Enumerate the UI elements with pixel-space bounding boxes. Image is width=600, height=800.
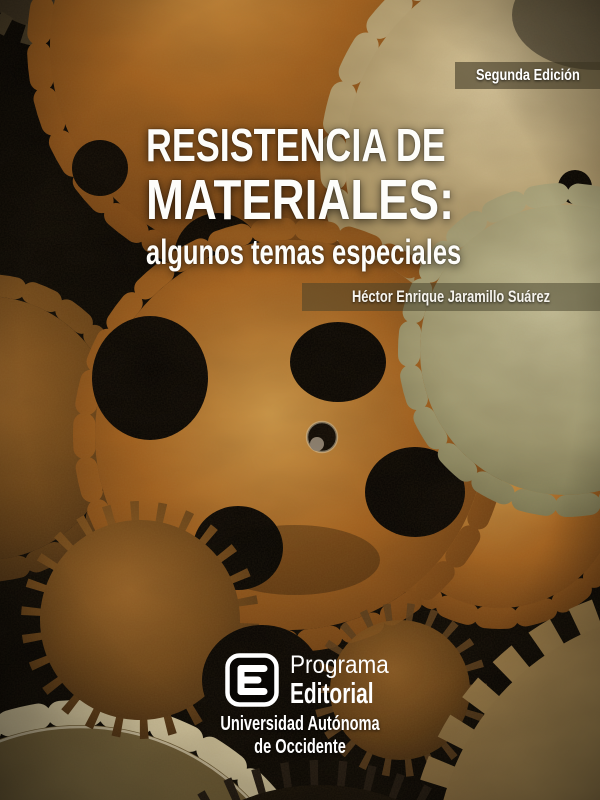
- title-line-2: MATERIALES:: [146, 168, 455, 232]
- title-subtitle: algunos temas especiales: [146, 233, 462, 272]
- author-band: [302, 283, 600, 311]
- title-block: [146, 119, 578, 272]
- editorial-e-book-logo-icon: [224, 652, 280, 708]
- university-name: [0, 713, 600, 758]
- university-name-line1: Universidad Autónoma: [220, 713, 380, 735]
- edition-badge-label: Segunda Edición: [475, 66, 580, 84]
- title-line-1: RESISTENCIA DE: [146, 119, 446, 171]
- publisher-name-line1: Programa: [290, 651, 389, 679]
- publisher-name-line2: Editorial: [290, 678, 374, 711]
- author-name: Héctor Enrique Jaramillo Suárez: [351, 287, 551, 306]
- publisher-name: [290, 652, 406, 710]
- university-name-line2: de Occidente: [254, 736, 346, 758]
- edition-badge: [455, 62, 600, 89]
